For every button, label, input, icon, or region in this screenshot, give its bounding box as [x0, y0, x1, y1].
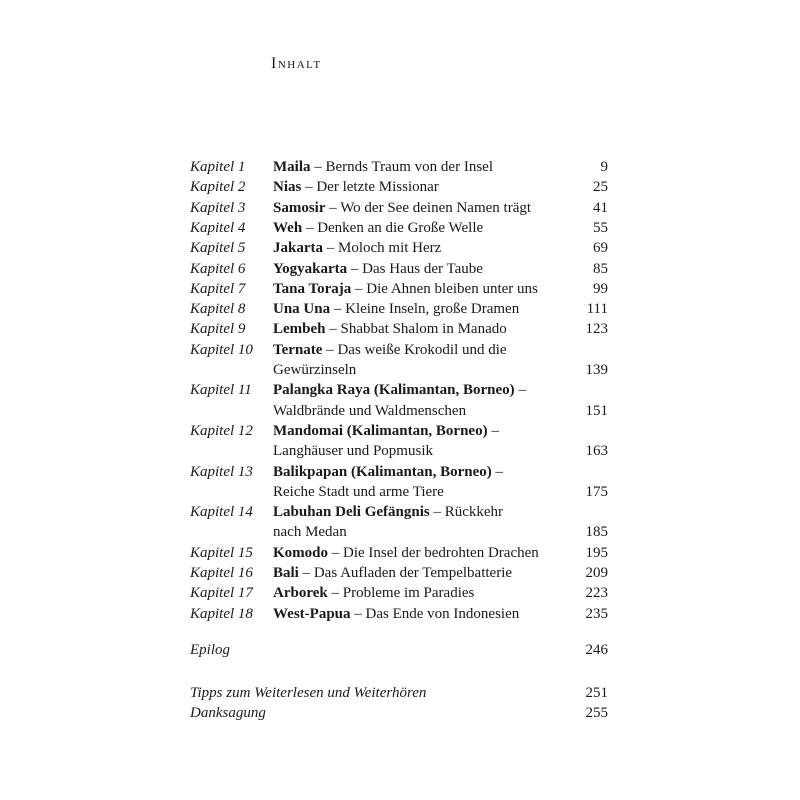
toc-entry — [0, 421, 800, 441]
chapter-place: Ternate — [273, 341, 323, 358]
chapter-title — [273, 340, 507, 360]
page-number: 251 — [585, 685, 608, 701]
chapter-subtitle: – Das Haus der Taube — [347, 260, 483, 277]
chapter-subtitle: – Das Ende von Indonesien — [350, 605, 520, 622]
chapter-title — [273, 177, 439, 197]
page-number: 9 — [600, 159, 608, 175]
page-number: 111 — [586, 301, 608, 318]
chapter-label: Kapitel 9 — [190, 321, 246, 338]
chapter-place: Samosir — [273, 199, 326, 216]
page-number: 99 — [593, 280, 608, 297]
chapter-label: Kapitel 3 — [190, 199, 246, 216]
chapter-title — [273, 238, 441, 258]
chapter-place: Nias — [273, 179, 302, 196]
chapter-title — [273, 198, 531, 218]
chapter-subtitle: – — [487, 422, 499, 439]
chapter-label: Kapitel 17 — [190, 585, 253, 602]
chapter-label: Kapitel 6 — [190, 260, 246, 277]
chapter-place: Arborek — [273, 585, 328, 602]
chapter-title — [273, 563, 512, 583]
toc-backmatter-entry — [0, 703, 800, 723]
chapter-subtitle: – Die Ahnen bleiben unter uns — [351, 280, 538, 297]
chapter-place: Labuhan Deli Gefängnis — [273, 504, 430, 521]
page-number: 25 — [593, 179, 608, 196]
chapter-label: Kapitel 15 — [190, 544, 253, 561]
toc-entry — [0, 198, 800, 218]
chapter-subtitle: – Rückkehr — [429, 504, 504, 521]
toc-entry — [0, 319, 800, 339]
toc-entry — [0, 563, 800, 583]
page-number: 246 — [585, 642, 608, 658]
toc-entry — [0, 462, 800, 482]
chapter-label: Kapitel 11 — [190, 382, 252, 399]
page-number: 185 — [585, 524, 608, 541]
backmatter-label: Epilog — [190, 642, 230, 658]
page-number: 223 — [585, 585, 608, 602]
toc-entry — [0, 177, 800, 197]
chapter-place: Maila — [273, 159, 311, 175]
chapter-label: Kapitel 18 — [190, 605, 253, 622]
chapter-subtitle: – — [491, 463, 504, 480]
chapter-title — [273, 380, 526, 400]
toc-entry-continued — [0, 360, 800, 380]
chapter-place: Una Una — [273, 301, 331, 318]
chapter-place: Yogyakarta — [273, 260, 348, 277]
toc-backmatter-entry — [0, 683, 800, 703]
toc-entry-continued — [0, 522, 800, 542]
chapter-place: Bali — [273, 565, 299, 581]
page-number: 85 — [593, 260, 608, 277]
chapter-subtitle: – Die Insel der bedrohten Drachen — [328, 544, 539, 561]
toc-entry-continued — [0, 482, 800, 502]
chapter-title — [273, 279, 538, 299]
chapter-title — [273, 421, 499, 441]
toc-entry-continued — [0, 441, 800, 461]
chapter-subtitle: – Kleine Inseln, große Dramen — [330, 301, 520, 318]
page-number: 123 — [585, 321, 608, 338]
chapter-place: Mandomai (Kalimantan, Borneo) — [273, 422, 488, 439]
chapter-place: Balikpapan (Kalimantan, Borneo) — [273, 463, 492, 480]
backmatter-label: Danksagung — [190, 705, 266, 721]
chapter-place: Komodo — [273, 544, 329, 561]
chapter-subtitle-continued: nach Medan — [273, 524, 347, 541]
chapter-label: Kapitel 8 — [190, 301, 246, 318]
chapter-subtitle-continued: Langhäuser und Popmusik — [273, 443, 433, 460]
chapter-title — [273, 604, 519, 624]
chapter-label: Kapitel 2 — [190, 179, 246, 196]
chapter-title — [273, 259, 483, 279]
toc-entry — [0, 299, 800, 319]
toc-entry — [0, 502, 800, 522]
page-number: 235 — [585, 605, 608, 622]
page-number: 195 — [585, 544, 608, 561]
toc-entry — [0, 583, 800, 603]
chapter-subtitle-continued: Waldbrände und Waldmenschen — [273, 402, 467, 419]
toc-entry — [0, 340, 800, 360]
page-number: 41 — [593, 199, 608, 216]
page-number: 151 — [585, 402, 608, 419]
chapter-title — [273, 319, 507, 339]
chapter-subtitle: – Das weiße Krokodil und die — [322, 341, 507, 358]
chapter-place: Lembeh — [273, 321, 326, 338]
chapter-subtitle-continued: Reiche Stadt und arme Tiere — [273, 483, 444, 500]
backmatter-label: Tipps zum Weiterlesen und Weiterhören — [190, 685, 427, 701]
toc-entry — [0, 543, 800, 563]
chapter-label: Kapitel 12 — [190, 422, 253, 439]
toc-entry — [0, 380, 800, 400]
chapter-place: Jakarta — [273, 240, 323, 257]
toc-heading: Inhalt — [271, 55, 322, 72]
toc-entry — [0, 604, 800, 624]
chapter-label: Kapitel 5 — [190, 240, 246, 257]
chapter-place: Weh — [273, 219, 303, 236]
chapter-title — [273, 502, 503, 522]
chapter-subtitle: – — [514, 382, 526, 399]
page-number: 255 — [585, 705, 608, 721]
chapter-subtitle: – Moloch mit Herz — [323, 240, 442, 257]
toc-entry — [0, 157, 800, 177]
chapter-label: Kapitel 14 — [190, 504, 253, 521]
toc-entry — [0, 238, 800, 258]
chapter-label: Kapitel 16 — [190, 565, 253, 581]
chapter-subtitle-continued: Gewürzinseln — [273, 362, 357, 378]
page-number: 175 — [585, 483, 608, 500]
chapter-label: Kapitel 10 — [190, 341, 253, 358]
chapter-place: Palangka Raya (Kalimantan, Borneo) — [273, 382, 515, 399]
page-number: 163 — [585, 443, 608, 460]
chapter-subtitle: – Der letzte Missionar — [301, 179, 439, 196]
chapter-subtitle: – Wo der See deinen Namen trägt — [325, 199, 532, 216]
page-number: 55 — [593, 219, 608, 236]
chapter-subtitle: – Das Aufladen der Tempelbatterie — [298, 565, 513, 581]
chapter-subtitle: – Shabbat Shalom in Manado — [325, 321, 507, 338]
chapter-subtitle: – Probleme im Paradies — [327, 585, 475, 602]
toc-entry — [0, 259, 800, 279]
chapter-label: Kapitel 7 — [190, 280, 246, 297]
chapter-label: Kapitel 13 — [190, 463, 253, 480]
chapter-title — [273, 583, 474, 603]
chapter-label: Kapitel 4 — [190, 219, 246, 236]
chapter-title — [273, 543, 539, 563]
page-number: 209 — [585, 565, 608, 581]
toc-entry-continued — [0, 401, 800, 421]
chapter-subtitle: – Denken an die Große Welle — [302, 219, 484, 236]
chapter-title — [273, 218, 483, 238]
chapter-place: Tana Toraja — [273, 280, 352, 297]
chapter-subtitle: – Bernds Traum von der Insel — [310, 159, 493, 175]
chapter-place: West-Papua — [273, 605, 351, 622]
page-number: 139 — [585, 362, 608, 378]
page-number: 69 — [593, 240, 608, 257]
chapter-title — [273, 462, 503, 482]
toc-entry — [0, 279, 800, 299]
chapter-label: Kapitel 1 — [190, 159, 246, 175]
chapter-title — [273, 157, 493, 177]
toc-backmatter-entry — [0, 640, 800, 660]
chapter-title — [273, 299, 519, 319]
toc-entry — [0, 218, 800, 238]
